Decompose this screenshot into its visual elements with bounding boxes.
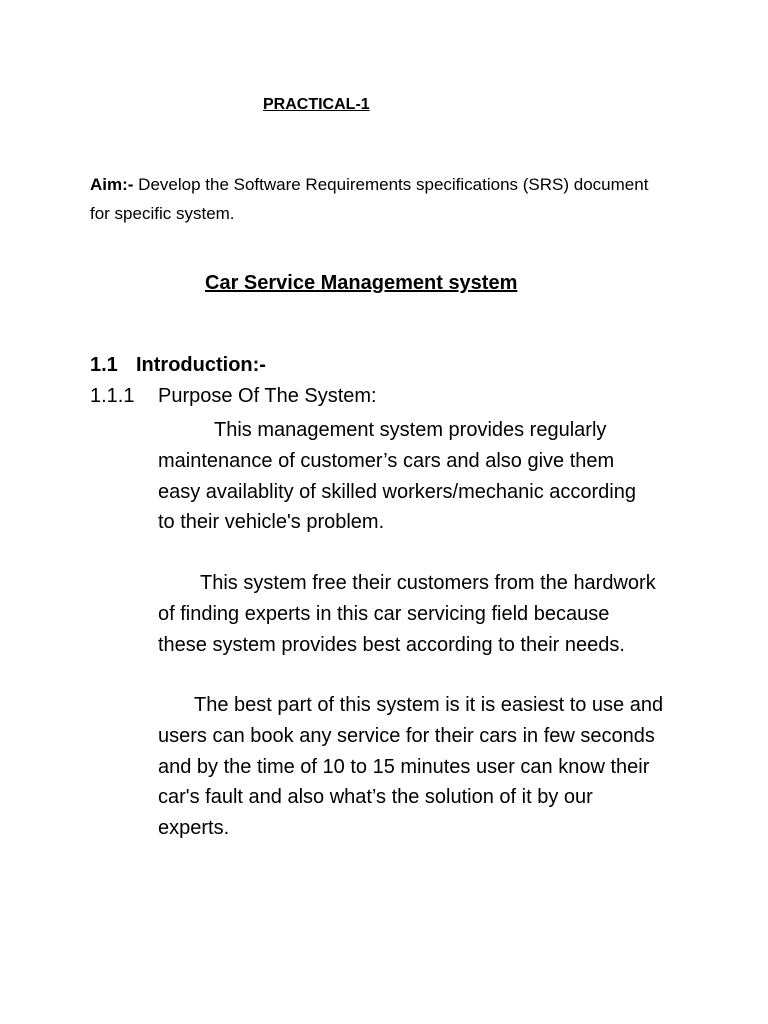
subsection-heading <box>90 385 377 408</box>
paragraph-line: and by the time of 10 to 15 minutes user can know their <box>158 755 650 778</box>
aim-statement <box>90 170 650 228</box>
paragraph-purpose-1 <box>158 415 718 538</box>
paragraph-line: maintenance of customer’s cars and also give them <box>158 449 615 472</box>
paragraph-line: This system free their customers from the hardwork <box>200 572 656 594</box>
practical-title: PRACTICAL-1 <box>263 96 370 113</box>
paragraph-line: easy availablity of skilled workers/mechanic according <box>158 480 636 503</box>
paragraph-line: car's fault and also what’s the solution of it by our <box>158 786 593 809</box>
paragraph-line: of finding experts in this car servicing field because <box>158 602 610 625</box>
paragraph-line: to their vehicle's problem. <box>158 511 385 534</box>
section-title: Introduction:- <box>136 354 266 376</box>
system-title: Car Service Management system <box>205 272 518 294</box>
paragraph-line: This management system provides regularly <box>214 419 607 441</box>
paragraph-line: these system provides best according to their needs. <box>158 633 625 656</box>
section-number: 1.1 <box>90 354 118 376</box>
subsection-title: Purpose Of The System: <box>158 385 377 407</box>
paragraph-purpose-3 <box>158 690 718 844</box>
paragraph-line: The best part of this system is it is easiest to use and <box>194 694 664 716</box>
paragraph-purpose-2 <box>158 568 718 660</box>
subsection-number: 1.1.1 <box>90 385 135 407</box>
paragraph-line: users can book any service for their cars in few seconds <box>158 724 655 747</box>
aim-label: Aim:- <box>90 175 134 194</box>
section-heading <box>90 354 266 377</box>
paragraph-line: experts. <box>158 817 230 840</box>
aim-text: Develop the Software Requirements specifications (SRS) document for specific system. <box>90 175 649 223</box>
